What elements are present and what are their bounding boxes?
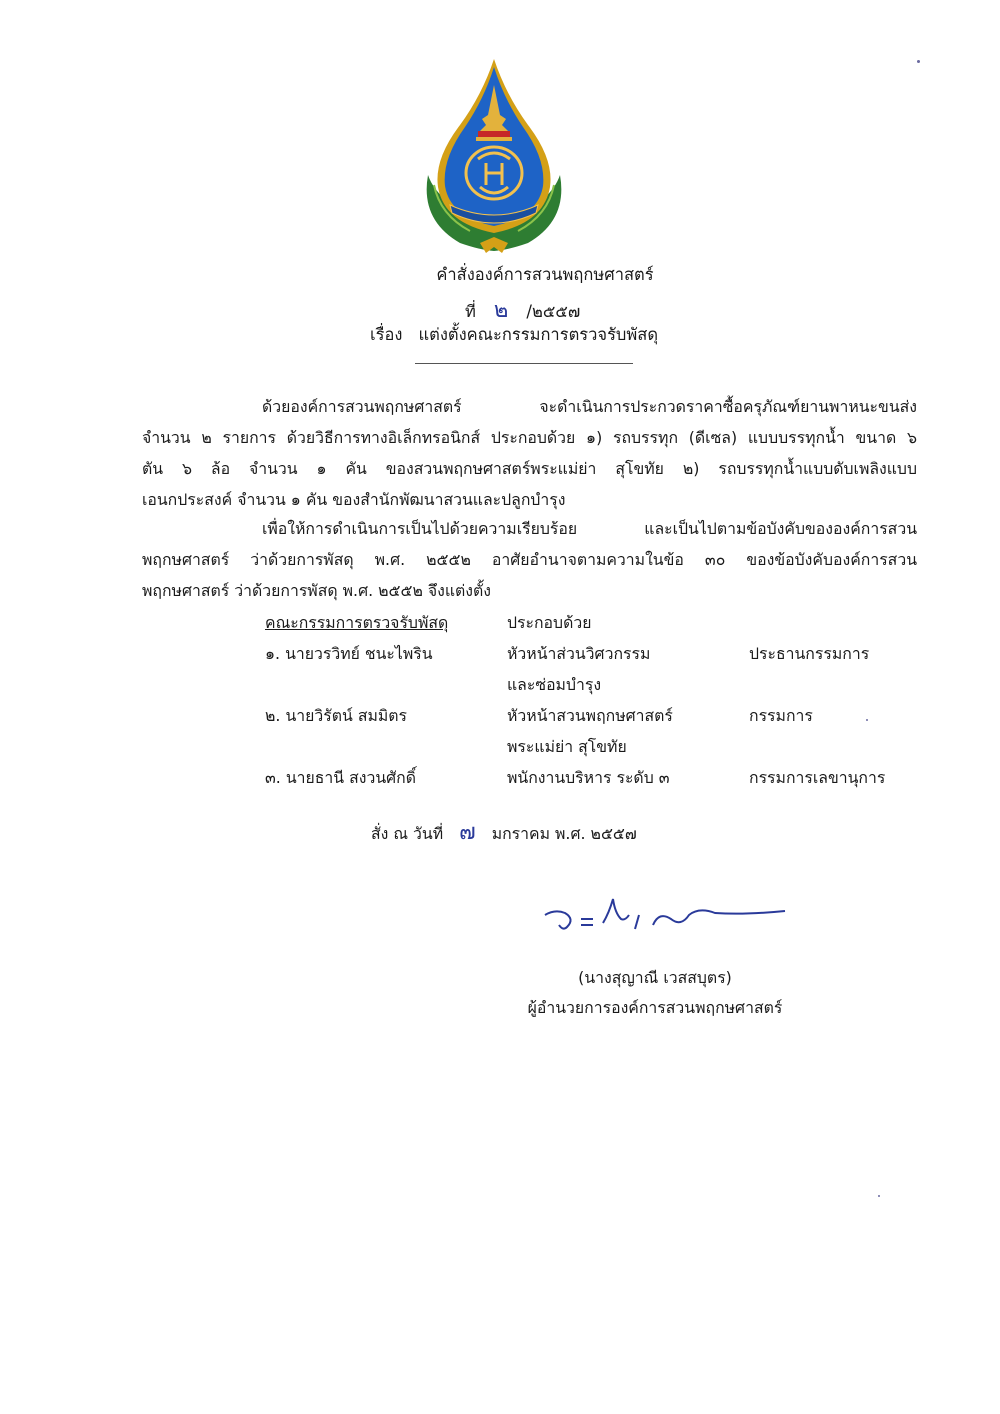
order-number-suffix: /๒๕๕๗ [526,302,581,321]
order-subject [370,322,870,348]
committee-member-row-cont [265,731,905,762]
paragraph-line: พฤกษศาสตร์ ว่าด้วยการพัสดุ พ.ศ. ๒๕๕๒ จึงแต่งตั้ง [142,581,491,600]
order-number-handwritten: ๒ [493,298,509,323]
paragraph-line: จำนวน ๒ รายการ ด้วยวิธีการทางอิเล็กทรอนิกส์ ประกอบด้วย ๑) รถบรรทุก (ดีเซล) แบบบรรทุกน้ำ ขนาด ๖ [142,428,917,447]
order-date-day-handwritten: ๗ [459,820,476,845]
member-position: หัวหน้าส่วนวิศวกรรม [507,644,651,663]
handwritten-signature-icon [535,885,795,945]
committee-member-row [265,700,905,731]
order-date-month-year: มกราคม พ.ศ. ๒๕๕๗ [491,824,637,843]
scan-speck [878,1195,880,1197]
paragraph-line: เพื่อให้การดำเนินการเป็นไปด้วยความเรียบร้อย และเป็นไปตามข้อบังคับขององค์การสวน [262,519,917,538]
member-role: ประธานกรรมการ [749,644,870,663]
scan-speck [917,60,920,63]
committee-heading: คณะกรรมการตรวจรับพัสดุ [265,613,449,632]
order-title: คำสั่งองค์การสวนพฤกษศาสตร์ [436,265,654,284]
committee-member-row [265,762,905,793]
member-position-cont: และซ่อมบำรุง [507,675,602,694]
order-date-prefix: สั่ง ณ วันที่ [371,824,444,843]
member-role: กรรมการ [749,706,813,725]
organization-seal-logo [420,55,568,260]
paragraph-line: เอนกประสงค์ จำนวน ๑ คัน ของสำนักพัฒนาสวนและปลูกบำรุง [142,490,566,509]
committee-heading-row [265,607,905,638]
member-position-cont: พระแม่ย่า สุโขทัย [507,737,627,756]
member-name: ๒. นายวิรัตน์ สมมิตร [265,706,408,725]
member-role: กรรมการเลขานุการ [749,768,886,787]
paragraph-authority [142,513,917,606]
committee-list [265,607,905,793]
committee-member-row [265,638,905,669]
paragraph-line: ด้วยองค์การสวนพฤกษศาสตร์ จะดำเนินการประกวดราคาซื้อครุภัณฑ์ยานพาหนะขนส่ง [262,397,917,416]
signer-title: ผู้อำนวยการองค์การสวนพฤกษศาสตร์ [527,998,783,1017]
member-name: ๓. นายธานี สงวนศักดิ์ [265,768,416,787]
committee-member-row-cont [265,669,905,700]
paragraph-background [142,391,917,515]
member-name: ๑. นายวรวิทย์ ชนะไพริน [265,644,433,663]
scan-speck [866,719,868,721]
member-position: หัวหน้าสวนพฤกษศาสตร์ [507,706,673,725]
signer-name: (นางสุญาณี เวสสบุตร) [578,968,732,987]
committee-heading-suffix: ประกอบด้วย [507,613,592,632]
paragraph-line: ตัน ๖ ล้อ จำนวน ๑ คัน ของสวนพฤกษศาสตร์พระแม่ย่า สุโขทัย ๒) รถบรรทุกน้ำแบบดับเพลิงแบบ [142,459,917,478]
header-divider [415,363,633,364]
subject-label: เรื่อง [370,325,403,344]
paragraph-line: พฤกษศาสตร์ ว่าด้วยการพัสดุ พ.ศ. ๒๕๕๒ อาศัยอำนาจตามความในข้อ ๓๐ ของข้อบังคับองค์การสวน [142,550,917,569]
member-position: พนักงานบริหาร ระดับ ๓ [507,768,670,787]
subject-text: แต่งตั้งคณะกรรมการตรวจรับพัสดุ [418,325,659,344]
order-number-prefix: ที่ [465,302,476,321]
order-date [371,814,637,849]
